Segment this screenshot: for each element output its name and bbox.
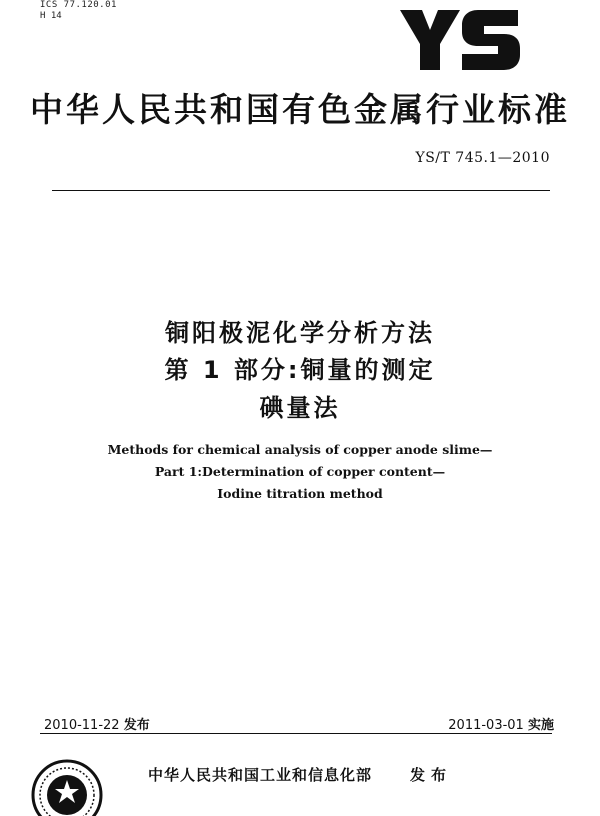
implementation-date-line bbox=[448, 714, 554, 733]
issue-label: 发布 bbox=[123, 718, 150, 733]
issue-date: 2010-11-22 bbox=[44, 718, 120, 733]
implementation-date: 2011-03-01 bbox=[448, 718, 524, 733]
title-en-line3: Iodine titration method bbox=[217, 486, 383, 501]
organization-title: 中华人民共和国有色金属行业标准 bbox=[30, 90, 570, 129]
ys-logo bbox=[398, 8, 522, 72]
header-divider bbox=[52, 190, 550, 191]
footer-divider bbox=[40, 733, 552, 734]
standard-number: YS/T 745.1—2010 bbox=[415, 150, 550, 166]
government-seal-icon bbox=[28, 756, 106, 816]
classification-code: H 14 bbox=[40, 11, 62, 21]
issue-date-line bbox=[44, 714, 150, 733]
title-en-line2: Part 1:Determination of copper content— bbox=[154, 464, 446, 479]
title-zh-line3: 碘量法 bbox=[259, 394, 341, 422]
title-en-line1: Methods for chemical analysis of copper anode slime— bbox=[107, 442, 493, 457]
title-zh-line1: 铜阳极泥化学分析方法 bbox=[165, 319, 435, 347]
implementation-label: 实施 bbox=[527, 718, 554, 733]
ics-code: ICS 77.120.01 bbox=[40, 0, 117, 10]
issuer-verb: 发布 bbox=[410, 766, 453, 784]
issuer-name: 中华人民共和国工业和信息化部 bbox=[148, 766, 373, 784]
title-zh-line2: 第 1 部分:铜量的测定 bbox=[164, 356, 436, 384]
